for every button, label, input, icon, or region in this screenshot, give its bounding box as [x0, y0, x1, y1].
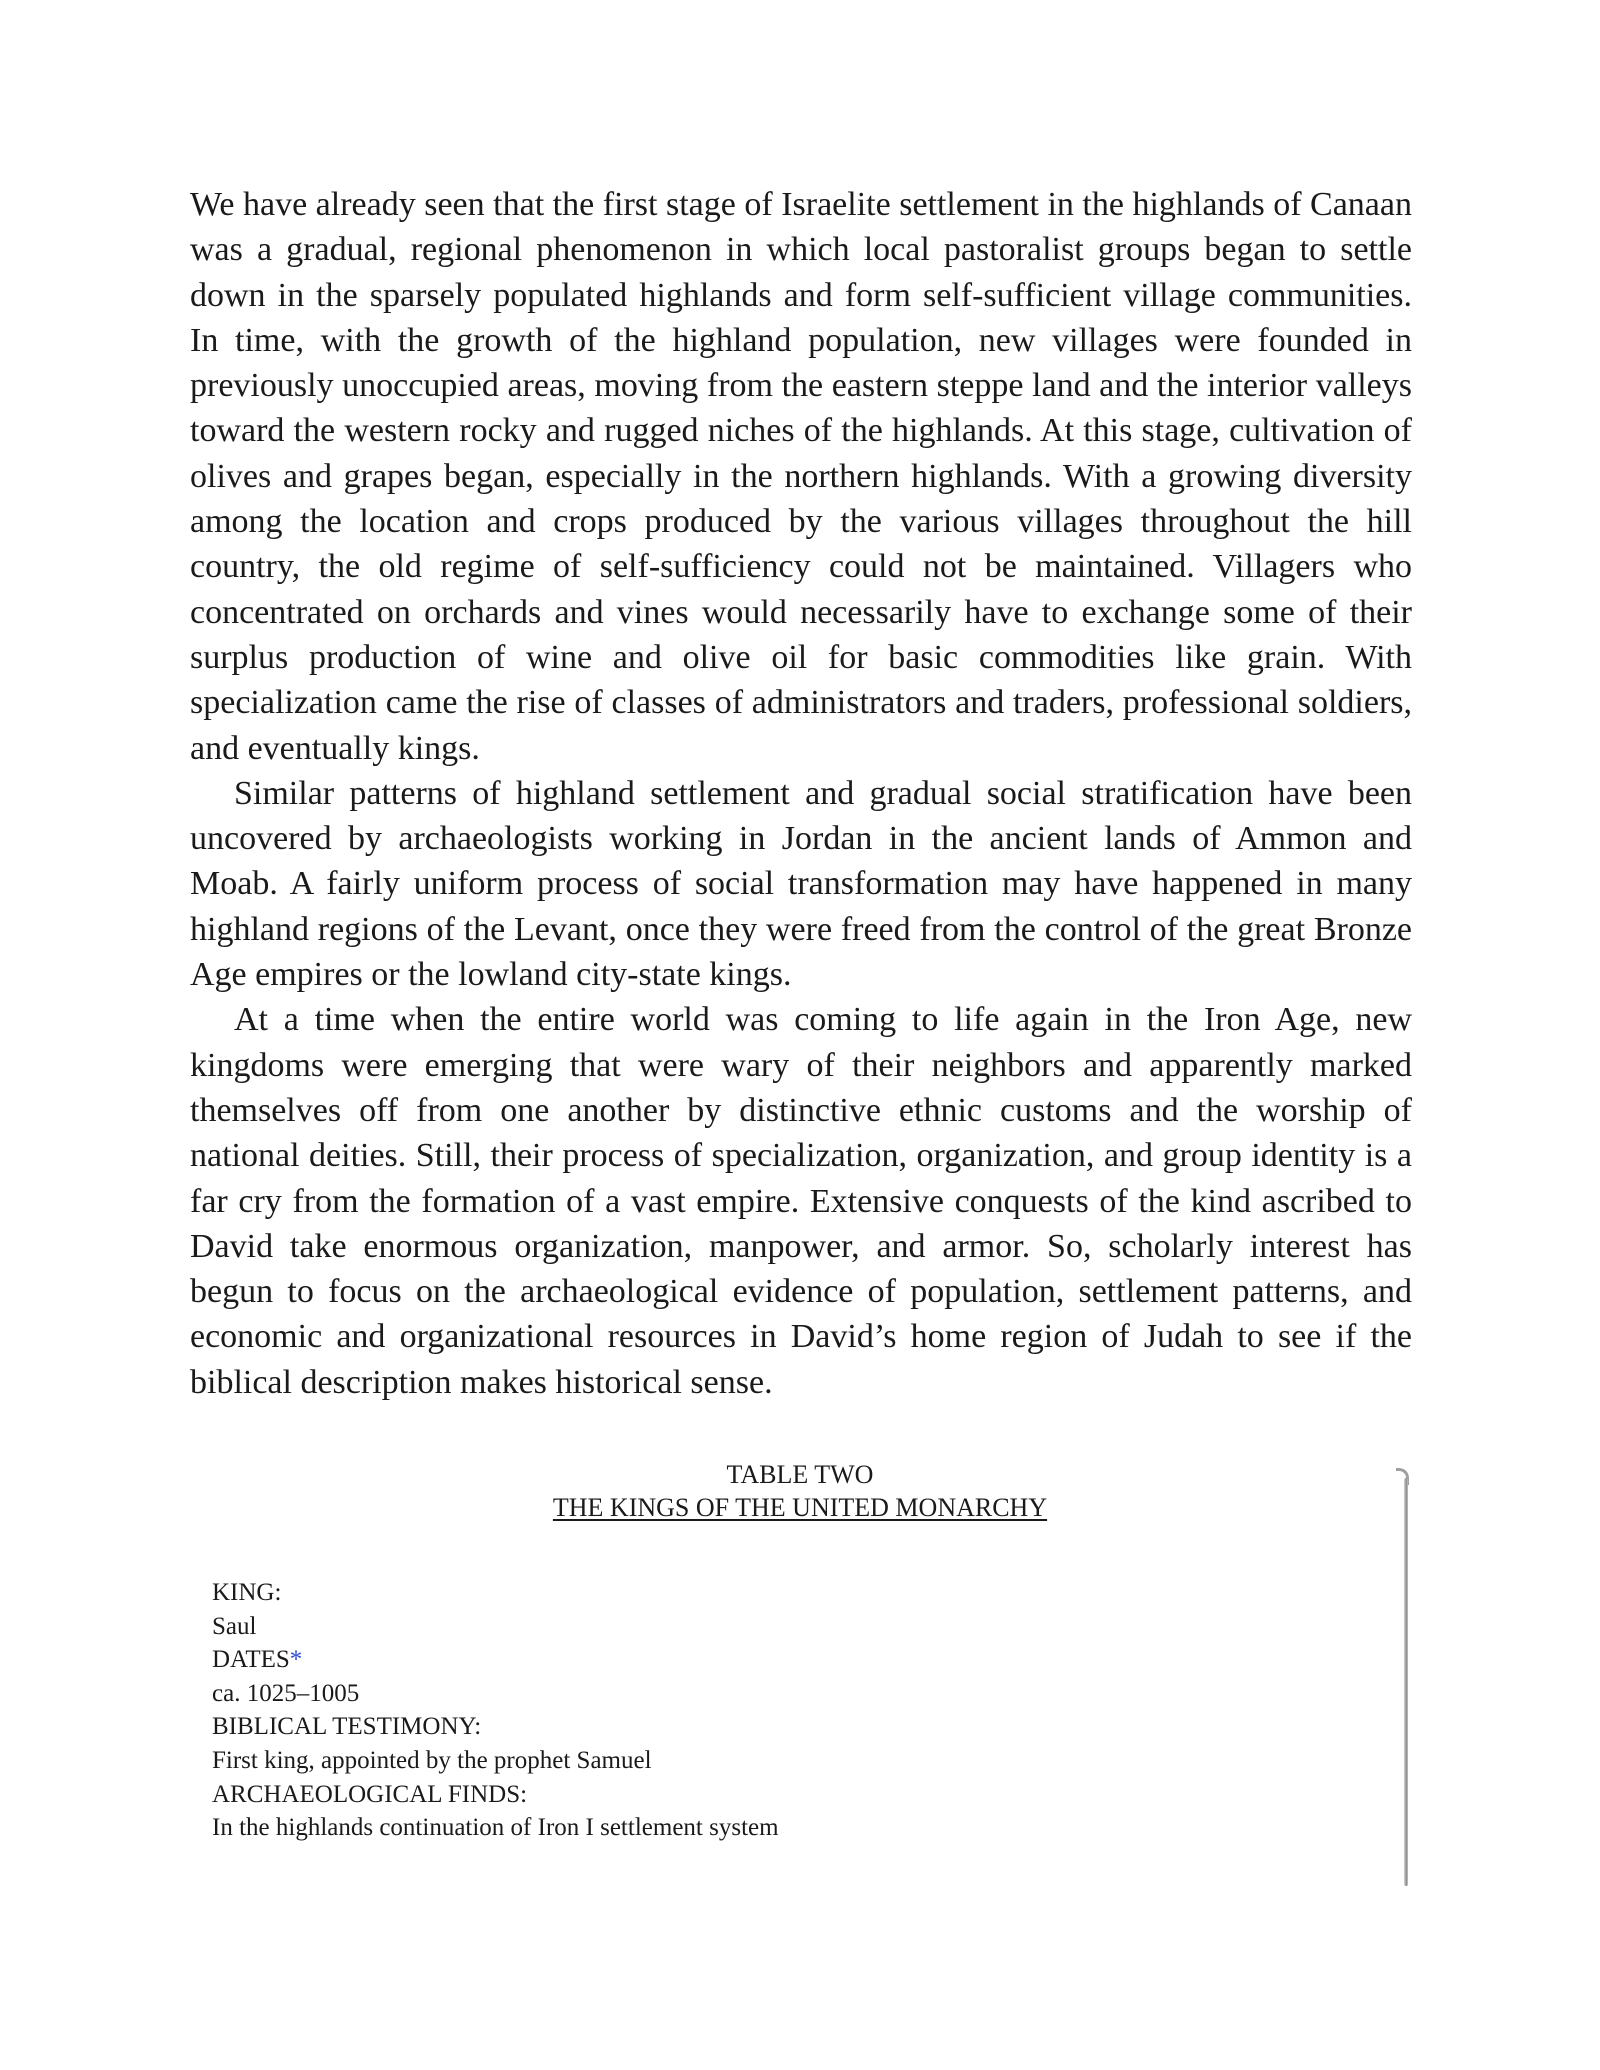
archaeological-finds-value: In the highlands continuation of Iron I settlement system	[212, 1814, 779, 1842]
paragraph: Similar patterns of highland settlement and gradual social stratification have been uncovered by archaeologists working in Jordan in the ancient lands of Ammon and Moab. A fairly uniform process of social transformation may have happened in many highland regions of the Levant, once they were freed from the control of the great Bronze Age empires or the lowland city-state kings.	[190, 774, 1412, 994]
table-subtitle: THE KINGS OF THE UNITED MONARCHY	[552, 1493, 1048, 1522]
archaeological-finds-label: ARCHAEOLOGICAL FINDS:	[212, 1780, 528, 1808]
body-text	[190, 182, 1412, 1405]
table-title: TABLE TWO	[726, 1460, 874, 1489]
king-label: KING:	[212, 1579, 282, 1606]
table-border-line	[1404, 1478, 1408, 1886]
table-heading	[500, 1458, 1100, 1524]
dates-footnote-link[interactable]: *	[289, 1646, 303, 1674]
paragraph: We have already seen that the first stage of Israelite settlement in the highlands of Canaan was a gradual, regional phenomenon in which local pastoralist groups began to settle down in the sparsely populated highlands and form self-sufficient village communities. In time, with the growth of the highland population, new villages were founded in previously unoccupied areas, moving from the eastern steppe land and the interior valleys toward the western rocky and rugged niches of the highlands. At this stage, cultivation of olives and grapes began, especially in the northern highlands. With a growing diversity among the location and crops produced by the various villages throughout the hill country, the old regime of self-sufficiency could not be maintained. Villagers who concentrated on orchards and vines would necessarily have to exchange some of their surplus production of wine and olive oil for basic commodities like grain. With specialization came the rise of classes of administrators and traders, professional soldiers, and eventually kings.	[190, 186, 1412, 767]
king-value: Saul	[212, 1612, 257, 1640]
dates-value: ca. 1025–1005	[212, 1679, 360, 1707]
biblical-testimony-label: BIBLICAL TESTIMONY:	[212, 1713, 482, 1741]
dates-label: DATES	[212, 1646, 290, 1674]
dates-label-row	[212, 1643, 1362, 1677]
paragraph: At a time when the entire world was coming to life again in the Iron Age, new kingdoms were emerging that were wary of their neighbors and apparently marked themselves off from one another by distinctive ethnic customs and the worship of national deities. Still, their process of specialization, organization, and group identity is a far cry from the formation of a vast empire. Extensive conquests of the kind ascribed to David take enormous organization, manpower, and armor. So, scholarly interest has begun to focus on the archaeological evidence of population, settlement patterns, and economic and organizational resources in David’s home region of Judah to see if the biblical description makes historical sense.	[190, 1001, 1412, 1401]
biblical-testimony-value: First king, appointed by the prophet Samuel	[212, 1746, 652, 1774]
table-entries	[212, 1576, 1362, 1845]
